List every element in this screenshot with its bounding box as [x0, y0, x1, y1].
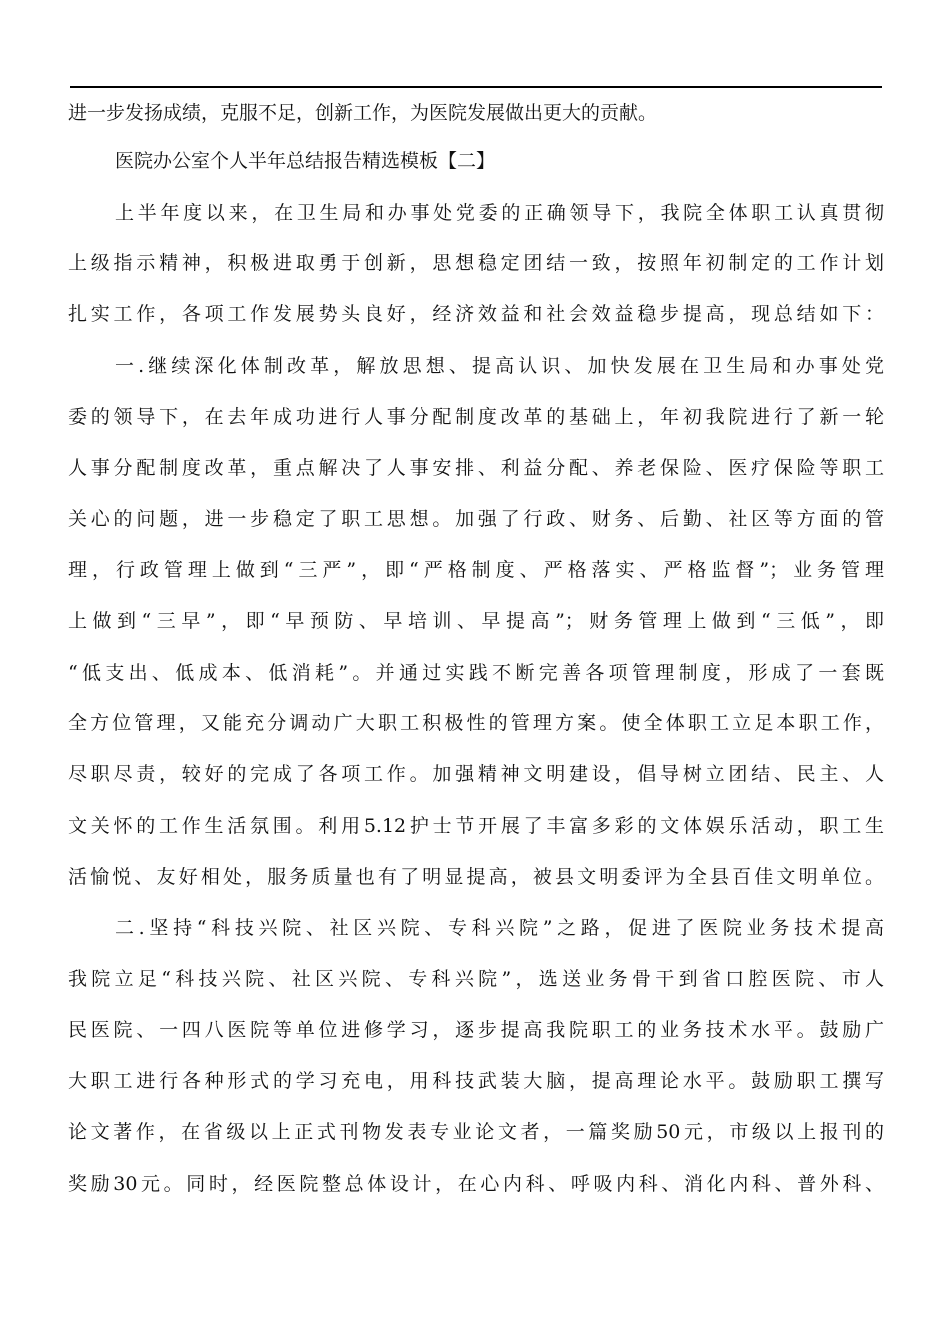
- text-line: 全方位管理，又能充分调动广大职工积极性的管理方案。使全体职工立足本职工作，: [68, 712, 884, 734]
- text-line: 二.坚持“科技兴院、社区兴院、专科兴院”之路，促进了医院业务技术提高: [115, 917, 884, 939]
- text-line: 委的领导下，在去年成功进行人事分配制度改革的基础上，年初我院进行了新一轮: [68, 406, 884, 428]
- text-line: 人事分配制度改革，重点解决了人事安排、利益分配、养老保险、医疗保险等职工: [68, 457, 884, 479]
- section-heading: 医院办公室个人半年总结报告精选模板【二】: [115, 150, 496, 172]
- text-line: 关心的问题，进一步稳定了职工思想。加强了行政、财务、后勤、社区等方面的管: [68, 508, 884, 530]
- text-line: 奖励30元。同时，经医院整总体设计，在心内科、呼吸内科、消化内科、普外科、: [68, 1173, 884, 1195]
- header-rule: [70, 86, 882, 88]
- text-line: 理，行政管理上做到“三严”，即“严格制度、严格落实、严格监督”；业务管理: [68, 559, 884, 581]
- text-line: 大职工进行各种形式的学习充电，用科技武装大脑，提高理论水平。鼓励职工撰写: [68, 1070, 884, 1092]
- text-line: 活愉悦、友好相处，服务质量也有了明显提高，被县文明委评为全县百佳文明单位。: [68, 866, 884, 888]
- text-line: 上做到“三早”，即“早预防、早培训、早提高”；财务管理上做到“三低”，即: [68, 610, 884, 632]
- text-line: 文关怀的工作生活氛围。利用5.12护士节开展了丰富多彩的文体娱乐活动，职工生: [68, 815, 884, 837]
- text-line: 论文著作，在省级以上正式刊物发表专业论文者，一篇奖励50元，市级以上报刊的: [68, 1121, 884, 1143]
- text-line: 上级指示精神，积极进取勇于创新，思想稳定团结一致，按照年初制定的工作计划: [68, 252, 884, 274]
- text-line: “低支出、低成本、低消耗”。并通过实践不断完善各项管理制度，形成了一套既: [68, 662, 884, 684]
- text-line: 上半年度以来，在卫生局和办事处党委的正确领导下，我院全体职工认真贯彻: [115, 202, 884, 224]
- text-line: 尽职尽责，较好的完成了各项工作。加强精神文明建设，倡导树立团结、民主、人: [68, 763, 884, 785]
- text-line: 一.继续深化体制改革，解放思想、提高认识、加快发展在卫生局和办事处党: [115, 355, 884, 377]
- text-line: 我院立足“科技兴院、社区兴院、专科兴院”，选送业务骨干到省口腔医院、市人: [68, 968, 884, 990]
- text-line: 扎实工作，各项工作发展势头良好，经济效益和社会效益稳步提高，现总结如下：: [68, 303, 884, 325]
- text-line: 民医院、一四八医院等单位进修学习，逐步提高我院职工的业务技术水平。鼓励广: [68, 1019, 884, 1041]
- text-line: 进一步发扬成绩，克服不足，创新工作，为医院发展做出更大的贡献。: [68, 102, 658, 124]
